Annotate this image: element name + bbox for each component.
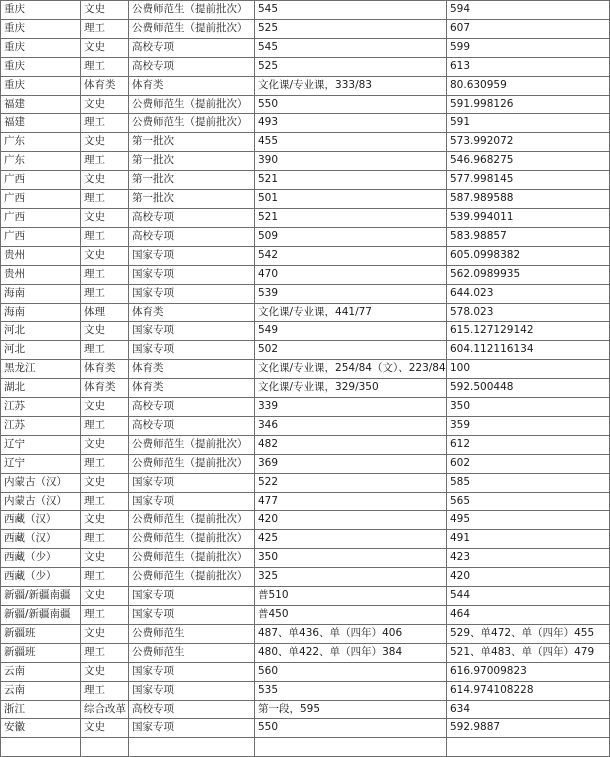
batch-cell: 国家专项 bbox=[129, 246, 255, 265]
table-row bbox=[1, 379, 610, 398]
province-cell: 辽宁 bbox=[1, 435, 81, 454]
province-cell: 广西 bbox=[1, 171, 81, 190]
max-score-cell: 614.974108228 bbox=[447, 681, 610, 700]
table-row bbox=[1, 360, 610, 379]
subject-cell: 文史 bbox=[81, 473, 129, 492]
subject-cell: 文史 bbox=[81, 133, 129, 152]
max-score-cell: 80.630959 bbox=[447, 76, 610, 95]
batch-cell: 公费师范生（提前批次） bbox=[129, 454, 255, 473]
min-score-cell: 550 bbox=[255, 95, 447, 114]
subject-cell: 文史 bbox=[81, 95, 129, 114]
table-row bbox=[1, 303, 610, 322]
province-cell: 云南 bbox=[1, 662, 81, 681]
min-score-cell: 521 bbox=[255, 171, 447, 190]
min-score-cell: 482 bbox=[255, 435, 447, 454]
table-body bbox=[1, 1, 610, 757]
min-score-cell: 539 bbox=[255, 284, 447, 303]
batch-cell bbox=[129, 738, 255, 757]
max-score-cell: 583.98857 bbox=[447, 227, 610, 246]
table-row bbox=[1, 265, 610, 284]
max-score-cell: 585 bbox=[447, 473, 610, 492]
max-score-cell: 616.97009823 bbox=[447, 662, 610, 681]
min-score-cell: 第一段，595 bbox=[255, 700, 447, 719]
min-score-cell: 390 bbox=[255, 152, 447, 171]
max-score-cell: 521、单483、单（四年）479 bbox=[447, 643, 610, 662]
table-row bbox=[1, 246, 610, 265]
table-row bbox=[1, 492, 610, 511]
table-row bbox=[1, 341, 610, 360]
min-score-cell: 521 bbox=[255, 208, 447, 227]
batch-cell: 公费师范生（提前批次） bbox=[129, 549, 255, 568]
max-score-cell: 634 bbox=[447, 700, 610, 719]
max-score-cell: 615.127129142 bbox=[447, 322, 610, 341]
table-row bbox=[1, 227, 610, 246]
min-score-cell: 369 bbox=[255, 454, 447, 473]
min-score-cell: 542 bbox=[255, 246, 447, 265]
table-row bbox=[1, 57, 610, 76]
batch-cell: 国家专项 bbox=[129, 322, 255, 341]
batch-cell: 高校专项 bbox=[129, 416, 255, 435]
subject-cell: 理工 bbox=[81, 643, 129, 662]
max-score-cell: 613 bbox=[447, 57, 610, 76]
max-score-cell: 605.0998382 bbox=[447, 246, 610, 265]
max-score-cell: 602 bbox=[447, 454, 610, 473]
batch-cell: 第一批次 bbox=[129, 171, 255, 190]
province-cell: 福建 bbox=[1, 114, 81, 133]
province-cell: 海南 bbox=[1, 303, 81, 322]
min-score-cell: 560 bbox=[255, 662, 447, 681]
province-cell: 福建 bbox=[1, 95, 81, 114]
min-score-cell: 522 bbox=[255, 473, 447, 492]
table-row bbox=[1, 530, 610, 549]
table-row bbox=[1, 152, 610, 171]
table-row bbox=[1, 568, 610, 587]
province-cell: 广西 bbox=[1, 227, 81, 246]
table-row bbox=[1, 643, 610, 662]
province-cell: 浙江 bbox=[1, 700, 81, 719]
table-row bbox=[1, 95, 610, 114]
province-cell: 西藏（少） bbox=[1, 549, 81, 568]
max-score-cell: 423 bbox=[447, 549, 610, 568]
min-score-cell: 文化课/专业课，329/350 bbox=[255, 379, 447, 398]
min-score-cell: 525 bbox=[255, 57, 447, 76]
batch-cell: 第一批次 bbox=[129, 133, 255, 152]
province-cell: 黑龙江 bbox=[1, 360, 81, 379]
subject-cell: 理工 bbox=[81, 190, 129, 209]
province-cell: 重庆 bbox=[1, 38, 81, 57]
max-score-cell: 491 bbox=[447, 530, 610, 549]
table-row bbox=[1, 624, 610, 643]
province-cell: 新疆班 bbox=[1, 624, 81, 643]
min-score-cell: 549 bbox=[255, 322, 447, 341]
province-cell: 辽宁 bbox=[1, 454, 81, 473]
min-score-cell: 545 bbox=[255, 1, 447, 20]
max-score-cell: 350 bbox=[447, 398, 610, 417]
batch-cell: 高校专项 bbox=[129, 700, 255, 719]
subject-cell: 理工 bbox=[81, 265, 129, 284]
batch-cell: 高校专项 bbox=[129, 38, 255, 57]
province-cell bbox=[1, 738, 81, 757]
subject-cell: 文史 bbox=[81, 549, 129, 568]
batch-cell: 公费师范生 bbox=[129, 643, 255, 662]
table-row bbox=[1, 511, 610, 530]
batch-cell: 公费师范生（提前批次） bbox=[129, 114, 255, 133]
max-score-cell: 587.989588 bbox=[447, 190, 610, 209]
subject-cell: 体理 bbox=[81, 303, 129, 322]
batch-cell: 体育类 bbox=[129, 379, 255, 398]
max-score-cell: 612 bbox=[447, 435, 610, 454]
province-cell: 广东 bbox=[1, 152, 81, 171]
table-row bbox=[1, 738, 610, 757]
max-score-cell: 562.0989935 bbox=[447, 265, 610, 284]
batch-cell: 国家专项 bbox=[129, 492, 255, 511]
min-score-cell bbox=[255, 738, 447, 757]
max-score-cell: 592.500448 bbox=[447, 379, 610, 398]
province-cell: 广西 bbox=[1, 190, 81, 209]
batch-cell: 公费师范生（提前批次） bbox=[129, 95, 255, 114]
batch-cell: 体育类 bbox=[129, 303, 255, 322]
subject-cell: 体育类 bbox=[81, 360, 129, 379]
subject-cell: 理工 bbox=[81, 152, 129, 171]
min-score-cell: 350 bbox=[255, 549, 447, 568]
min-score-cell: 文化课/专业课，333/83 bbox=[255, 76, 447, 95]
subject-cell: 综合改革 bbox=[81, 700, 129, 719]
province-cell: 重庆 bbox=[1, 19, 81, 38]
province-cell: 西藏（汉） bbox=[1, 530, 81, 549]
table-row bbox=[1, 662, 610, 681]
subject-cell: 体育类 bbox=[81, 76, 129, 95]
max-score-cell: 604.112116134 bbox=[447, 341, 610, 360]
province-cell: 重庆 bbox=[1, 57, 81, 76]
min-score-cell: 普450 bbox=[255, 606, 447, 625]
batch-cell: 国家专项 bbox=[129, 341, 255, 360]
province-cell: 贵州 bbox=[1, 265, 81, 284]
table-row bbox=[1, 700, 610, 719]
table-row bbox=[1, 681, 610, 700]
min-score-cell: 477 bbox=[255, 492, 447, 511]
batch-cell: 高校专项 bbox=[129, 208, 255, 227]
subject-cell: 理工 bbox=[81, 568, 129, 587]
max-score-cell: 100 bbox=[447, 360, 610, 379]
min-score-cell: 文化课/专业课，441/77 bbox=[255, 303, 447, 322]
province-cell: 广东 bbox=[1, 133, 81, 152]
min-score-cell: 420 bbox=[255, 511, 447, 530]
max-score-cell: 539.994011 bbox=[447, 208, 610, 227]
max-score-cell: 594 bbox=[447, 1, 610, 20]
min-score-cell: 325 bbox=[255, 568, 447, 587]
max-score-cell: 544 bbox=[447, 587, 610, 606]
table-row bbox=[1, 76, 610, 95]
table-row bbox=[1, 549, 610, 568]
subject-cell: 文史 bbox=[81, 662, 129, 681]
province-cell: 新疆/新疆南疆 bbox=[1, 606, 81, 625]
table-row bbox=[1, 322, 610, 341]
province-cell: 河北 bbox=[1, 341, 81, 360]
table-row bbox=[1, 208, 610, 227]
subject-cell: 理工 bbox=[81, 416, 129, 435]
batch-cell: 公费师范生（提前批次） bbox=[129, 511, 255, 530]
min-score-cell: 493 bbox=[255, 114, 447, 133]
subject-cell: 理工 bbox=[81, 19, 129, 38]
max-score-cell: 592.9887 bbox=[447, 719, 610, 738]
subject-cell: 文史 bbox=[81, 1, 129, 20]
batch-cell: 第一批次 bbox=[129, 152, 255, 171]
subject-cell bbox=[81, 738, 129, 757]
subject-cell: 理工 bbox=[81, 341, 129, 360]
province-cell: 湖北 bbox=[1, 379, 81, 398]
batch-cell: 高校专项 bbox=[129, 57, 255, 76]
province-cell: 江苏 bbox=[1, 398, 81, 417]
max-score-cell: 578.023 bbox=[447, 303, 610, 322]
table-row bbox=[1, 1, 610, 20]
min-score-cell: 文化课/专业课，254/84（文）、223/84 bbox=[255, 360, 447, 379]
min-score-cell: 普510 bbox=[255, 587, 447, 606]
max-score-cell bbox=[447, 738, 610, 757]
min-score-cell: 545 bbox=[255, 38, 447, 57]
batch-cell: 公费师范生（提前批次） bbox=[129, 530, 255, 549]
subject-cell: 文史 bbox=[81, 511, 129, 530]
min-score-cell: 550 bbox=[255, 719, 447, 738]
batch-cell: 第一批次 bbox=[129, 190, 255, 209]
batch-cell: 高校专项 bbox=[129, 398, 255, 417]
batch-cell: 国家专项 bbox=[129, 719, 255, 738]
province-cell: 海南 bbox=[1, 284, 81, 303]
subject-cell: 文史 bbox=[81, 322, 129, 341]
subject-cell: 理工 bbox=[81, 681, 129, 700]
province-cell: 重庆 bbox=[1, 76, 81, 95]
table-row bbox=[1, 398, 610, 417]
subject-cell: 文史 bbox=[81, 624, 129, 643]
max-score-cell: 464 bbox=[447, 606, 610, 625]
batch-cell: 国家专项 bbox=[129, 265, 255, 284]
batch-cell: 国家专项 bbox=[129, 662, 255, 681]
min-score-cell: 480、单422、单（四年）384 bbox=[255, 643, 447, 662]
min-score-cell: 487、单436、单（四年）406 bbox=[255, 624, 447, 643]
max-score-cell: 644.023 bbox=[447, 284, 610, 303]
min-score-cell: 509 bbox=[255, 227, 447, 246]
subject-cell: 理工 bbox=[81, 606, 129, 625]
subject-cell: 文史 bbox=[81, 208, 129, 227]
table-row bbox=[1, 719, 610, 738]
table-row bbox=[1, 416, 610, 435]
batch-cell: 高校专项 bbox=[129, 227, 255, 246]
min-score-cell: 525 bbox=[255, 19, 447, 38]
batch-cell: 公费师范生 bbox=[129, 624, 255, 643]
subject-cell: 理工 bbox=[81, 284, 129, 303]
table-row bbox=[1, 19, 610, 38]
batch-cell: 公费师范生（提前批次） bbox=[129, 435, 255, 454]
table-row bbox=[1, 114, 610, 133]
table-row bbox=[1, 190, 610, 209]
subject-cell: 文史 bbox=[81, 246, 129, 265]
batch-cell: 公费师范生（提前批次） bbox=[129, 568, 255, 587]
max-score-cell: 529、单472、单（四年）455 bbox=[447, 624, 610, 643]
table-row bbox=[1, 435, 610, 454]
min-score-cell: 502 bbox=[255, 341, 447, 360]
batch-cell: 国家专项 bbox=[129, 681, 255, 700]
province-cell: 安徽 bbox=[1, 719, 81, 738]
subject-cell: 文史 bbox=[81, 719, 129, 738]
max-score-cell: 359 bbox=[447, 416, 610, 435]
max-score-cell: 565 bbox=[447, 492, 610, 511]
province-cell: 西藏（汉） bbox=[1, 511, 81, 530]
subject-cell: 文史 bbox=[81, 398, 129, 417]
subject-cell: 文史 bbox=[81, 435, 129, 454]
batch-cell: 体育类 bbox=[129, 360, 255, 379]
max-score-cell: 546.968275 bbox=[447, 152, 610, 171]
max-score-cell: 577.998145 bbox=[447, 171, 610, 190]
table-row bbox=[1, 606, 610, 625]
batch-cell: 公费师范生（提前批次） bbox=[129, 19, 255, 38]
max-score-cell: 607 bbox=[447, 19, 610, 38]
batch-cell: 公费师范生（提前批次） bbox=[129, 1, 255, 20]
min-score-cell: 535 bbox=[255, 681, 447, 700]
batch-cell: 国家专项 bbox=[129, 606, 255, 625]
min-score-cell: 470 bbox=[255, 265, 447, 284]
subject-cell: 理工 bbox=[81, 530, 129, 549]
subject-cell: 理工 bbox=[81, 114, 129, 133]
max-score-cell: 573.992072 bbox=[447, 133, 610, 152]
province-cell: 贵州 bbox=[1, 246, 81, 265]
table-row bbox=[1, 284, 610, 303]
province-cell: 河北 bbox=[1, 322, 81, 341]
min-score-cell: 346 bbox=[255, 416, 447, 435]
max-score-cell: 591 bbox=[447, 114, 610, 133]
subject-cell: 理工 bbox=[81, 454, 129, 473]
subject-cell: 理工 bbox=[81, 227, 129, 246]
province-cell: 江苏 bbox=[1, 416, 81, 435]
province-cell: 内蒙古（汉） bbox=[1, 473, 81, 492]
province-cell: 云南 bbox=[1, 681, 81, 700]
table-row bbox=[1, 454, 610, 473]
table-row bbox=[1, 473, 610, 492]
subject-cell: 文史 bbox=[81, 38, 129, 57]
subject-cell: 理工 bbox=[81, 57, 129, 76]
province-cell: 西藏（少） bbox=[1, 568, 81, 587]
subject-cell: 文史 bbox=[81, 587, 129, 606]
table-row bbox=[1, 587, 610, 606]
province-cell: 内蒙古（汉） bbox=[1, 492, 81, 511]
province-cell: 重庆 bbox=[1, 1, 81, 20]
table-row bbox=[1, 133, 610, 152]
batch-cell: 国家专项 bbox=[129, 284, 255, 303]
max-score-cell: 599 bbox=[447, 38, 610, 57]
batch-cell: 国家专项 bbox=[129, 587, 255, 606]
subject-cell: 体育类 bbox=[81, 379, 129, 398]
batch-cell: 国家专项 bbox=[129, 473, 255, 492]
max-score-cell: 420 bbox=[447, 568, 610, 587]
table-row bbox=[1, 38, 610, 57]
province-cell: 新疆班 bbox=[1, 643, 81, 662]
province-cell: 广西 bbox=[1, 208, 81, 227]
batch-cell: 体育类 bbox=[129, 76, 255, 95]
max-score-cell: 591.998126 bbox=[447, 95, 610, 114]
table-row bbox=[1, 171, 610, 190]
max-score-cell: 495 bbox=[447, 511, 610, 530]
subject-cell: 理工 bbox=[81, 492, 129, 511]
min-score-cell: 455 bbox=[255, 133, 447, 152]
min-score-cell: 339 bbox=[255, 398, 447, 417]
min-score-cell: 501 bbox=[255, 190, 447, 209]
subject-cell: 文史 bbox=[81, 171, 129, 190]
min-score-cell: 425 bbox=[255, 530, 447, 549]
province-cell: 新疆/新疆南疆 bbox=[1, 587, 81, 606]
